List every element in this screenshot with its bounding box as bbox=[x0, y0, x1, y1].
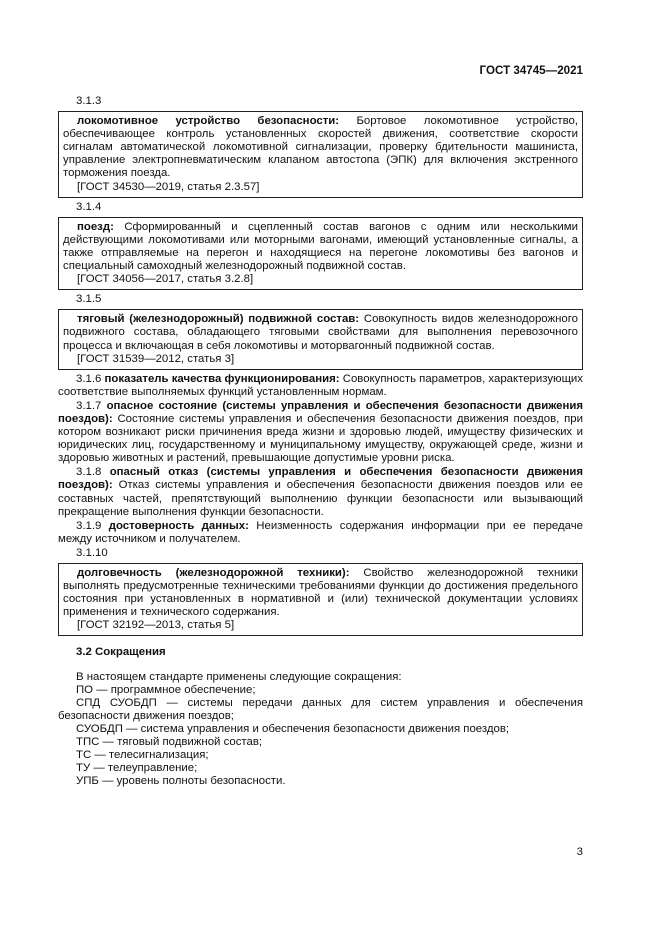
definition-body: Сформированный и сцепленный состав вагонов с одним или несколькими действующими локомотивами или моторными вагонами, имеющий установленные сигналы, а также отправляемые на перегон и находящиеся на перегоне локомотивы без вагонов и специальный самоходный железнодорожный подвижной состав. bbox=[63, 220, 578, 273]
abbreviation-item: ПО — программное обеспечение; bbox=[76, 683, 256, 696]
definition-box bbox=[58, 217, 583, 290]
abbreviation-item: УПБ — уровень полноты безопасности. bbox=[76, 775, 286, 788]
def-number: 3.1.4 bbox=[76, 200, 102, 213]
definition-term: поезд: bbox=[77, 220, 114, 233]
definition-text bbox=[63, 221, 578, 273]
standard-header: ГОСТ 34745—2021 bbox=[479, 64, 583, 77]
para-term: показатель качества функционирования: bbox=[104, 372, 340, 385]
abbreviation-item: ТУ — телеуправление; bbox=[76, 762, 198, 775]
definition-body: Свойство железнодорожной техники выполнять предусмотренные техническими требованиями функции до достижения предельного состояния при установленных в нормативной и (или) технической документации условиях применения и технического содержания. bbox=[63, 567, 578, 619]
numbered-paragraph bbox=[58, 520, 583, 546]
definition-box bbox=[58, 111, 583, 198]
section-heading: 3.2 Сокращения bbox=[76, 646, 166, 659]
def-number: 3.1.10 bbox=[76, 546, 108, 559]
para-body: Неизменность содержания информации при ее передаче между источником и получателем. bbox=[58, 519, 583, 545]
abbreviation-item: ТС — телесигнализация; bbox=[76, 749, 209, 762]
definition-text bbox=[63, 115, 578, 180]
document-content bbox=[58, 95, 583, 788]
definition-term: локомотивное устройство безопасности: bbox=[77, 115, 340, 128]
definition-term: долговечность (железнодорожной техники): bbox=[77, 567, 350, 579]
definition-box bbox=[58, 309, 583, 369]
def-number: 3.1.5 bbox=[76, 293, 102, 306]
definition-text bbox=[63, 567, 578, 619]
numbered-paragraph bbox=[58, 373, 583, 399]
para-number: 3.1.8 bbox=[76, 466, 102, 479]
numbered-paragraph bbox=[58, 400, 583, 465]
abbreviation-item: СУОБДП — система управления и обеспечения безопасности движения поездов; bbox=[76, 722, 510, 735]
abbreviations-intro: В настоящем стандарте применены следующие сокращения: bbox=[76, 670, 402, 683]
definition-reference: [ГОСТ 31539—2012, статья 3] bbox=[77, 352, 235, 365]
para-term: достоверность данных: bbox=[108, 519, 249, 532]
definition-reference: [ГОСТ 34056—2017, статья 3.2.8] bbox=[77, 273, 254, 286]
page-number: 3 bbox=[576, 846, 583, 858]
para-number: 3.1.7 bbox=[76, 399, 102, 412]
numbered-paragraph bbox=[58, 466, 583, 518]
definition-reference: [ГОСТ 32192—2013, статья 5] bbox=[77, 619, 235, 632]
para-body: Состояние системы управления и обеспечения безопасности движения поездов, при котором возникают риски причинения вреда жизни и здоровью людей, имуществу физических и юридических лиц, государственному и муниципальному имуществу, окружающей среде, жизни и здоровью животных и растений, превышающие допустимые уровни риска. bbox=[58, 412, 583, 465]
abbreviation-item: СПД СУОБДП — системы передачи данных для систем управления и обеспечения безопасности движения поездов; bbox=[58, 696, 583, 722]
para-number: 3.1.6 bbox=[76, 372, 102, 385]
definition-reference: [ГОСТ 34530—2019, статья 2.3.57] bbox=[77, 180, 260, 193]
definition-body: Совокупность видов железнодорожного подвижного состава, обладающего тяговыми свойствами для выполнения перевозочного процесса и включающая в себя локомотивы и моторвагонный подвижной состав. bbox=[63, 313, 578, 352]
para-body: Отказ системы управления и обеспечения безопасности движения поездов или ее составных частей, препятствующий выполнению функции безопасности или вызывающий прекращение выполнения функции безопасности. bbox=[58, 479, 583, 518]
definition-text bbox=[63, 313, 578, 352]
definition-body: Бортовое локомотивное устройство, обеспечивающее контроль установленных скоростей движения, соответствие скорости сигналам автоматической локомотивной сигнализации, проверку бдительности машиниста, управление электропневматическим клапаном автостопа (ЭПК) для включения экстренного торможения поезда. bbox=[63, 115, 578, 180]
abbreviation-item: ТПС — тяговый подвижной состав; bbox=[76, 736, 263, 749]
para-term: опасный отказ (системы управления и обеспечения безопасности движения поездов): bbox=[58, 466, 583, 492]
para-body: Совокупность параметров, характеризующих соответствие выполняемых функций установленным нормам. bbox=[58, 372, 583, 398]
definition-term: тяговый (железнодорожный) подвижной состав: bbox=[77, 313, 360, 326]
para-number: 3.1.9 bbox=[76, 519, 102, 532]
para-term: опасное состояние (системы управления и обеспечения безопасности движения поездов): bbox=[58, 399, 583, 425]
definition-box bbox=[58, 563, 583, 636]
def-number: 3.1.3 bbox=[76, 95, 102, 107]
